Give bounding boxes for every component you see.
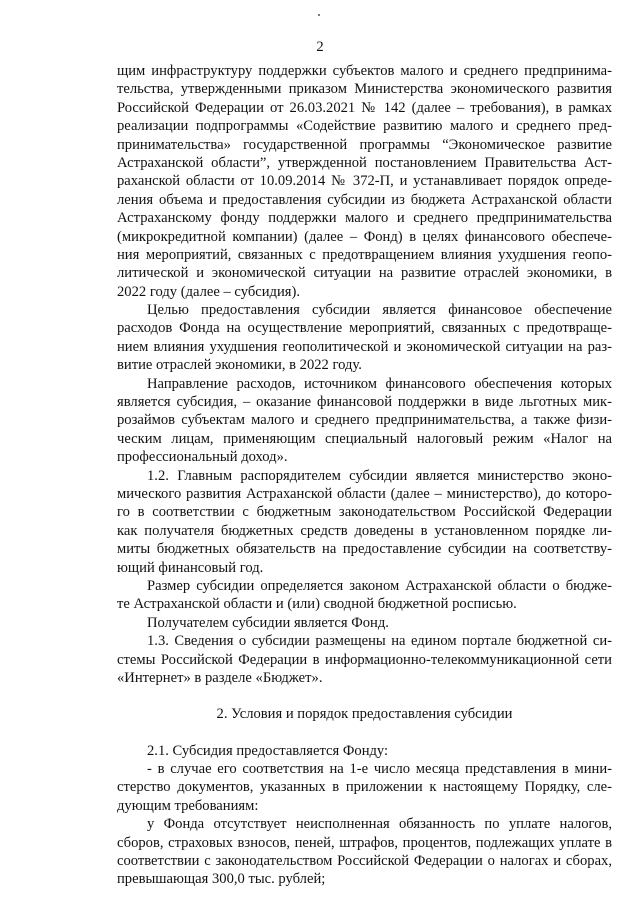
section-heading: 2. Условия и порядок предоставления субсидии — [216, 706, 513, 723]
text-line: является субсидия, – оказание финансовой поддержки в виде льготных мик- — [117, 394, 612, 411]
text-line: литической и экономической ситуации на развитие отраслей экономики, в — [117, 265, 612, 282]
text-line: принимательства» государственной программы “Экономическое развитие — [117, 136, 612, 153]
document-body — [117, 62, 612, 889]
text-line: 1.2. Главным распорядителем субсидии является министерство эконо- — [147, 467, 612, 484]
text-line: те Астраханской области и (или) сводной бюджетной росписью. — [117, 596, 517, 613]
text-line: 1.3. Сведения о субсидии размещены на едином портале бюджетной си- — [147, 633, 612, 650]
text-line: - в случае его соответствия на 1-е число месяца представления в мини- — [147, 761, 612, 778]
text-line: ления объема и предоставления субсидии из бюджета Астраханской области — [117, 191, 612, 208]
text-line: 2.1. Субсидия предоставляется Фонду: — [147, 742, 389, 759]
text-line: го в соответствии с бюджетным законодательством Российской Федерации — [117, 504, 612, 521]
text-line: реализации подпрограммы «Содействие развитию малого и среднего пред- — [117, 118, 612, 135]
text-line: как получателя бюджетных средств доведены в установленном порядке ли- — [117, 522, 612, 539]
text-line: тельства, утвержденными приказом Министерства экономического развития — [117, 81, 612, 98]
text-line: 2022 году (далее – субсидия). — [117, 283, 300, 300]
text-line: розаймов субъектам малого и среднего предпринимательства, а также физи- — [117, 412, 612, 429]
text-line: Астраханской области”, утвержденной постановлением Правительства Аст- — [117, 154, 612, 171]
text-line: ющий финансовый год. — [117, 559, 264, 576]
text-line: у Фонда отсутствует неисполненная обязанность по уплате налогов, — [147, 816, 612, 833]
text-line: соответствии с законодательством Российской Федерации о налогах и сборах, — [117, 853, 612, 870]
text-line: нием влияния ухудшения геополитической и экономической ситуации на раз- — [117, 338, 612, 355]
text-line: Направление расходов, источником финансового обеспечения которых — [147, 375, 612, 392]
text-line: (микрокредитной компании) (далее – Фонд) в целях финансового обеспече- — [117, 228, 612, 245]
text-line: мического развития Астраханской области (далее – министерство), до которо- — [117, 485, 612, 502]
text-line: раханской области от 10.09.2014 № 372-П, и устанавливает порядок опреде- — [117, 173, 612, 190]
text-line: превышающая 300,0 тыс. рублей; — [117, 871, 326, 888]
text-line: Размер субсидии определяется законом Астраханской области о бюдже- — [147, 577, 612, 594]
text-line: ческим лицам, применяющим специальный налоговый режим «Налог на — [117, 430, 612, 447]
text-line: дующим требованиям: — [117, 797, 259, 814]
page-number: 2 — [316, 39, 324, 55]
text-line: «Интернет» в разделе «Бюджет». — [117, 669, 323, 686]
text-line: стерство документов, указанных в приложении к настоящему Порядку, сле- — [117, 779, 612, 796]
text-line: Астраханскому фонду поддержки малого и среднего предпринимательства — [117, 210, 612, 227]
text-line: профессиональный доход». — [117, 449, 288, 466]
text-line: щим инфраструктуру поддержки субъектов малого и среднего предпринима- — [117, 63, 612, 79]
text-line: Российской Федерации от 26.03.2021 № 142 (далее – требования), в рамках — [117, 99, 612, 116]
text-line: сборов, страховых взносов, пеней, штрафов, процентов, подлежащих уплате в — [117, 834, 612, 851]
scan-speck — [318, 14, 320, 16]
text-line: Получателем субсидии является Фонд. — [147, 614, 389, 631]
text-line: ния мероприятий, связанных с предотвращением влияния ухудшения геопо- — [117, 246, 612, 263]
text-line: расходов Фонда на осуществление мероприятий, связанных с предотвраще- — [117, 320, 612, 337]
text-line: стемы Российской Федерации в информационно-телекоммуникационной сети — [117, 651, 612, 668]
text-line: витие отраслей экономики, в 2022 году. — [117, 357, 362, 374]
text-line: миты бюджетных обязательств на предоставление субсидии на соответству- — [117, 541, 612, 558]
text-line: Целью предоставления субсидии является финансовое обеспечение — [147, 302, 612, 319]
